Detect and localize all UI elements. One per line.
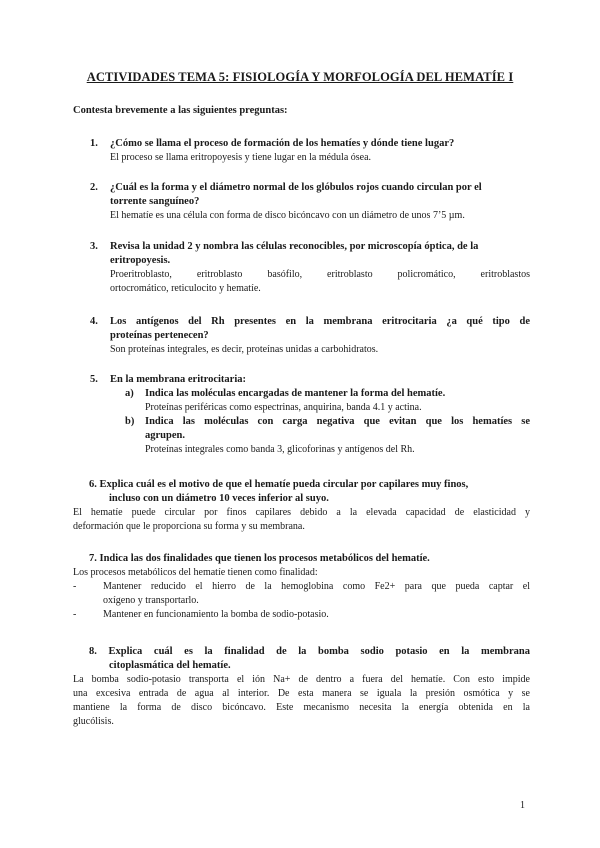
question-5 xyxy=(90,373,530,457)
question-3-text-line2: eritropoyesis. xyxy=(110,255,171,266)
question-5b-text-line1: Indica las moléculas con carga negativa que evitan que los hematíes se xyxy=(145,416,530,427)
answer-2: El hematíe es una célula con forma de disco bicóncavo con un diámetro de unos 7’5 µm. xyxy=(110,210,465,221)
answer-7-item2-text: Mantener en funcionamiento la bomba de sodio-potasio. xyxy=(103,609,329,620)
question-5a xyxy=(90,387,530,415)
question-5a-letter: a) xyxy=(125,388,134,399)
question-2-number: 2. xyxy=(90,182,98,193)
answer-3-line1: Proeritroblasto, eritroblasto basófilo, eritroblasto policromático, eritroblastos xyxy=(110,269,530,280)
answer-7-item1-line1: Mantener reducido el hierro de la hemoglobina como Fe2+ para que pueda captar el xyxy=(103,581,530,592)
bullet-dash: - xyxy=(73,609,77,620)
question-6 xyxy=(73,478,530,534)
question-5-number: 5. xyxy=(90,374,98,385)
question-8-text-line2: citoplasmática del hematíe. xyxy=(109,660,231,671)
question-1-number: 1. xyxy=(90,138,98,149)
question-6-text-line1: 6. Explica cuál es el motivo de que el hematíe pueda circular por capilares muy finos, xyxy=(89,479,469,490)
question-4-text-line2: proteínas pertenecen? xyxy=(110,330,209,341)
question-2-text-line1: ¿Cuál es la forma y el diámetro normal de los glóbulos rojos cuando circulan por el xyxy=(110,182,482,193)
question-5b xyxy=(90,415,530,457)
question-2 xyxy=(90,181,530,223)
answer-1: El proceso se llama eritropoyesis y tiene lugar en la médula ósea. xyxy=(110,152,372,163)
question-5-text: En la membrana eritrocitaria: xyxy=(110,374,246,385)
page-title: ACTIVIDADES TEMA 5: FISIOLOGÍA Y MORFOLOGÍA DEL HEMATÍE I xyxy=(86,70,514,84)
question-1 xyxy=(90,137,530,165)
question-4 xyxy=(90,315,530,357)
question-2-text-line2: torrente sanguíneo? xyxy=(110,196,200,207)
question-7 xyxy=(73,552,530,622)
answer-8-line3: mantiene la forma de disco bicóncavo. Este mecanismo necesita la energía obtenida en la xyxy=(73,702,530,713)
question-8 xyxy=(73,645,530,729)
answer-5a: Proteínas periféricas como espectrinas, anquirina, banda 4.1 y actina. xyxy=(145,402,422,413)
answer-4: Son proteínas integrales, es decir, proteínas unidas a carbohidratos. xyxy=(110,344,379,355)
question-3-number: 3. xyxy=(90,241,98,252)
question-7-text: 7. Indica las dos finalidades que tienen los procesos metabólicos del hematíe. xyxy=(89,553,430,564)
answer-8-line4: glucólisis. xyxy=(73,716,114,727)
answer-8-line2: una excesiva entrada de agua al interior. De esta manera se iguala la presión osmótica y se xyxy=(73,688,530,699)
answer-6-line1: El hematíe puede circular por finos capilares debido a la elevada capacidad de elasticidad y xyxy=(73,507,530,518)
answer-7-item1 xyxy=(73,580,530,608)
question-3-text-line1: Revisa la unidad 2 y nombra las células reconocibles, por microscopía óptica, de la xyxy=(110,241,479,252)
answer-7-item1-line2: oxígeno y transportarlo. xyxy=(103,595,199,606)
question-1-text: ¿Cómo se llama el proceso de formación de los hematíes y dónde tiene lugar? xyxy=(110,138,455,149)
question-8-text-line1: 8. Explica cuál es la finalidad de la bomba sodio potasio en la membrana xyxy=(89,646,530,657)
answer-8-line1: La bomba sodio-potasio transporta el ión Na+ de dentro a fuera del hematíe. Con esto impide xyxy=(73,674,530,685)
question-5a-text: Indica las moléculas encargadas de mantener la forma del hematíe. xyxy=(145,388,446,399)
page-number: 1 xyxy=(520,800,525,811)
question-4-text-line1: Los antígenos del Rh presentes en la membrana eritrocitaria ¿a qué tipo de xyxy=(110,316,530,327)
bullet-dash: - xyxy=(73,581,77,592)
answer-7-item2 xyxy=(73,608,530,622)
question-6-text-line2: incluso con un diámetro 10 veces inferior al suyo. xyxy=(109,493,329,504)
question-3 xyxy=(90,240,530,296)
answer-5b: Proteínas integrales como banda 3, glicoforinas y antígenos del Rh. xyxy=(145,444,415,455)
question-4-number: 4. xyxy=(90,316,98,327)
answer-3-line2: ortocromático, reticulocito y hematíe. xyxy=(110,283,261,294)
answer-7-intro: Los procesos metabólicos del hematíe tienen como finalidad: xyxy=(73,567,318,578)
question-5b-text-line2: agrupen. xyxy=(145,430,185,441)
intro-text: Contesta brevemente a las siguientes preguntas: xyxy=(73,105,288,116)
answer-6-line2: deformación que le proporciona su forma y su membrana. xyxy=(73,521,305,532)
question-5b-letter: b) xyxy=(125,416,135,427)
